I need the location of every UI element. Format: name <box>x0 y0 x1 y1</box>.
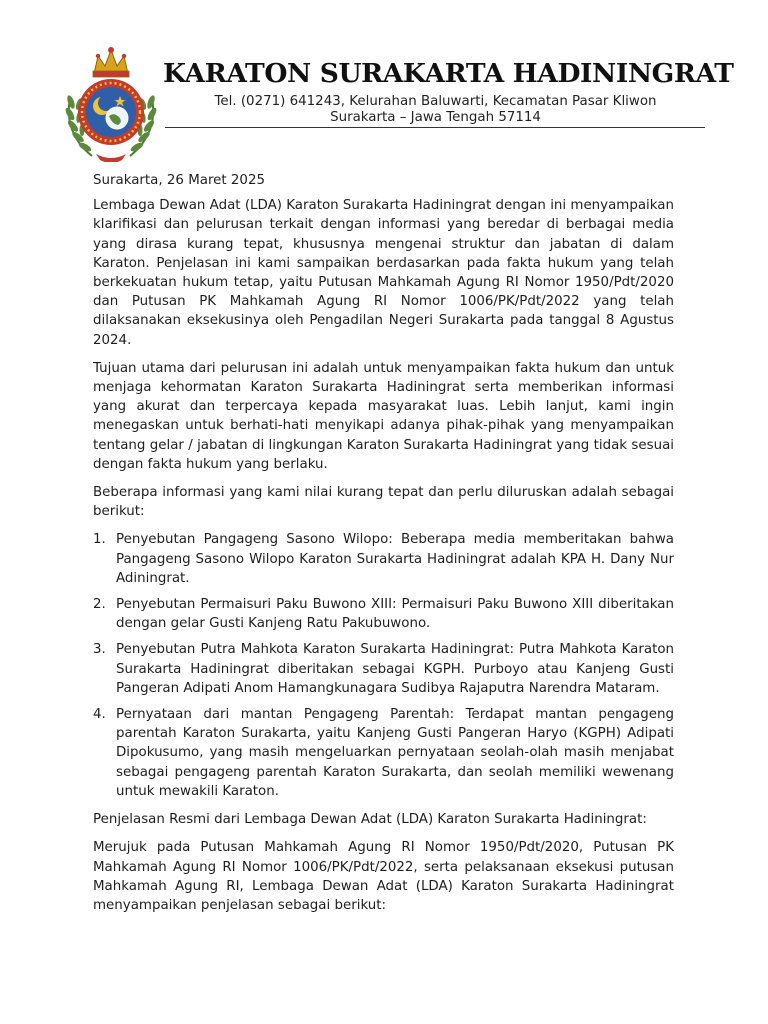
list-item <box>93 595 674 633</box>
paragraph-official-heading: Penjelasan Resmi dari Lembaga Dewan Adat (LDA) Karaton Surakarta Hadiningrat: <box>93 812 647 828</box>
list-item-text: Penyebutan Putra Mahkota Karaton Surakarta Hadiningrat: Putra Mahkota Karaton Surakarta Hadiningrat diberitakan sebagai KGPH. Purboyo atau Kanjeng Gusti Pangeran Adipati Anom Hamangkunagara Sudibya Rajaputra Narendra Mataram. <box>116 642 674 696</box>
list-item-text: Penyebutan Pangageng Sasono Wilopo: Beberapa media memberitakan bahwa Pangageng Sasono Wilopo Karaton Surakarta Hadiningrat adalah KPA H. Dany Nur Adiningrat. <box>116 532 674 586</box>
letterhead-divider <box>165 127 705 128</box>
paragraph-official-statement: Merujuk pada Putusan Mahkamah Agung RI Nomor 1950/Pdt/2020, Putusan PK Mahkamah Agung RI Nomor 1006/PK/Pdt/2022, serta pelaksanaan eksekusi putusan Mahkamah Agung RI, Lembaga Dewan Adat (LDA) Karaton Surakarta Hadiningrat menyampaikan penjelasan sebagai berikut: <box>93 840 674 913</box>
letterhead-address: Tel. (0271) 641243, Kelurahan Baluwarti, Kecamatan Pasar Kliwon <box>214 94 657 109</box>
letter-body <box>93 171 674 924</box>
list-item-number: 4. <box>93 707 106 723</box>
paragraph-purpose: Tujuan utama dari pelurusan ini adalah untuk menyampaikan fakta hukum dan untuk menjaga kehormatan Karaton Surakarta Hadiningrat serta memberikan informasi yang akurat dan terpercaya kepada masyarakat luas. Lebih lanjut, kami ingin menegaskan untuk berhati-hati menyikapi adanya pihak-pihak yang menyampaikan tentang gelar / jabatan di lingkungan Karaton Surakarta Hadiningrat yang tidak sesuai dengan fakta hukum yang berlaku. <box>93 360 674 472</box>
letter-date: Surakarta, 26 Maret 2025 <box>93 173 265 188</box>
karaton-crest-icon <box>62 40 160 162</box>
list-item-text: Penyebutan Permaisuri Paku Buwono XIII: Permaisuri Paku Buwono XIII diberitakan dengan gelar Gusti Kanjeng Ratu Pakubuwono. <box>116 597 674 632</box>
paragraph-intro: Lembaga Dewan Adat (LDA) Karaton Surakarta Hadiningrat dengan ini menyampaikan klarifikasi dan pelurusan terkait dengan informasi yang beredar di berbagai media yang dirasa kurang tepat, khususnya mengenai struktur dan jabatan di dalam Karaton. Penjelasan ini kami sampaikan berdasarkan pada fakta hukum yang telah berkekuatan hukum tetap, yaitu Putusan Mahkamah Agung RI Nomor 1950/Pdt/2020 dan Putusan PK Mahkamah Agung RI Nomor 1006/PK/Pdt/2022 yang telah dilaksanakan eksekusinya oleh Pengadilan Negeri Surakarta pada tanggal 8 Agustus 2024. <box>93 198 674 348</box>
list-item-number: 3. <box>93 642 106 658</box>
list-item-text: Pernyataan dari mantan Pengageng Parentah: Terdapat mantan pengageng parentah Karaton Surakarta, yaitu Kanjeng Gusti Pangeran Haryo (KGPH) Adipati Dipokusumo, yang masih mengeluarkan pernyataan seolah-olah masih menjabat sebagai pengageng parentah Karaton Surakarta, dan seolah memiliki wewenang untuk mewakili Karaton. <box>116 707 674 799</box>
list-item <box>93 705 674 801</box>
list-item-number: 2. <box>93 597 106 613</box>
letterhead-title: KARATON SURAKARTA HADININGRAT <box>163 58 734 89</box>
letterhead-city: Surakarta – Jawa Tengah 57114 <box>330 110 541 125</box>
list-item <box>93 640 674 698</box>
paragraph-list-intro: Beberapa informasi yang kami nilai kurang tepat dan perlu diluruskan adalah sebagai berikut: <box>93 485 674 520</box>
clarification-list <box>93 530 674 801</box>
list-item <box>93 530 674 588</box>
list-item-number: 1. <box>93 532 106 548</box>
